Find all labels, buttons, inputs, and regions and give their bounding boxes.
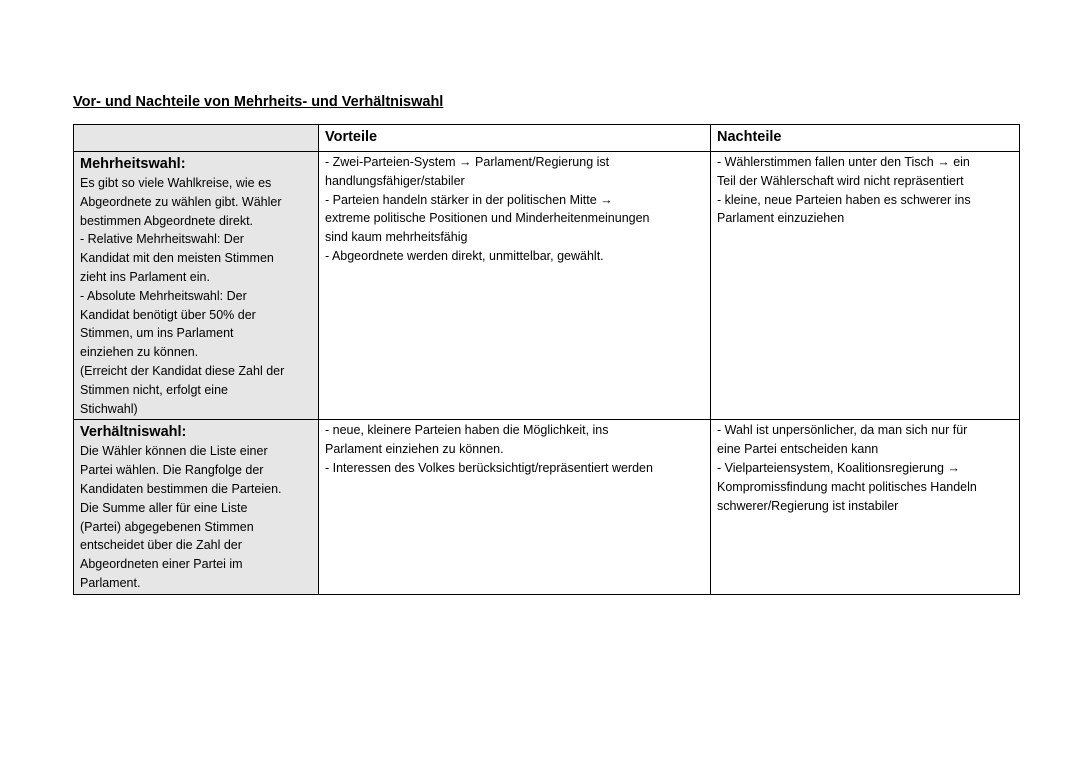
text-line: bestimmen Abgeordnete direkt. [80,213,254,228]
text-line: (Erreicht der Kandidat diese Zahl der [80,363,285,378]
text-line: - Absolute Mehrheitswahl: Der [80,288,247,303]
row-verhaeltniswahl-description [74,420,319,594]
text-line: zieht ins Parlament ein. [80,269,210,284]
text-line: - Abgeordnete werden direkt, unmittelbar, gewählt. [325,248,604,263]
text-line: Stimmen nicht, erfolgt eine [80,382,228,397]
row-label: Mehrheitswahl: [80,156,186,172]
text-line: extreme politische Positionen und Minderheitenmeinungen [325,211,650,226]
table-row [74,152,1020,420]
text-line: (Partei) abgegebenen Stimmen [80,519,254,534]
text-line: Die Wähler können die Liste einer [80,444,268,459]
header-blank-cell [74,125,319,152]
row-verhaeltniswahl-nachteile [711,420,1020,594]
row-mehrheitswahl-nachteile [711,152,1020,420]
text-line: Partei wählen. Die Rangfolge der [80,463,264,478]
text-line: sind kaum mehrheitsfähig [325,230,468,245]
table-header-row [74,125,1020,152]
table-row [74,420,1020,594]
document-title: Vor- und Nachteile von Mehrheits- und Verhältniswahl [73,94,444,110]
row-mehrheitswahl-vorteile [319,152,711,420]
text-line: Stimmen, um ins Parlament [80,326,234,341]
text-line: Es gibt so viele Wahlkreise, wie es [80,176,272,190]
text-line: - Wahl ist unpersönlicher, da man sich nur für [717,423,968,438]
text-line: Kompromissfindung macht politisches Handeln [717,479,977,494]
text-line: Stichwahl) [80,401,138,416]
row-label: Verhältniswahl: [80,424,187,441]
text-line: - Interessen des Volkes berücksichtigt/repräsentiert werden [325,460,653,475]
text-line: Teil der Wählerschaft wird nicht repräsentiert [717,173,964,188]
text-line: handlungsfähiger/stabiler [325,173,465,188]
text-line: Kandidat mit den meisten Stimmen [80,251,274,266]
text-line: Die Summe aller für eine Liste [80,500,248,515]
comparison-table [73,124,1020,595]
text-line: - Wählerstimmen fallen unter den Tisch → ein [717,155,970,169]
text-line: eine Partei entscheiden kann [717,442,879,457]
text-line: - neue, kleinere Parteien haben die Möglichkeit, ins [325,423,609,438]
row-mehrheitswahl-description [74,152,319,420]
text-line: - kleine, neue Parteien haben es schwerer ins [717,192,971,207]
text-line: - Zwei-Parteien-System → Parlament/Regierung ist [325,155,610,169]
text-line: schwerer/Regierung ist instabiler [717,498,899,513]
text-line: Parlament einzuziehen [717,211,845,226]
header-vorteile: Vorteile [319,125,711,152]
text-line: Abgeordneten einer Partei im [80,557,243,572]
text-line: entscheidet über die Zahl der [80,538,242,553]
header-nachteile: Nachteile [711,125,1020,152]
text-line: - Vielparteiensystem, Koalitionsregierung → [717,460,960,475]
row-verhaeltniswahl-vorteile [319,420,711,594]
text-line: Kandidat benötigt über 50% der [80,307,256,322]
text-line: - Parteien handeln stärker in der politischen Mitte → [325,192,613,207]
text-line: einziehen zu können. [80,345,199,360]
text-line: Abgeordnete zu wählen gibt. Wähler [80,194,282,209]
text-line: Kandidaten bestimmen die Parteien. [80,481,282,496]
text-line: Parlament. [80,575,141,590]
text-line: Parlament einziehen zu können. [325,442,504,457]
text-line: - Relative Mehrheitswahl: Der [80,232,244,247]
